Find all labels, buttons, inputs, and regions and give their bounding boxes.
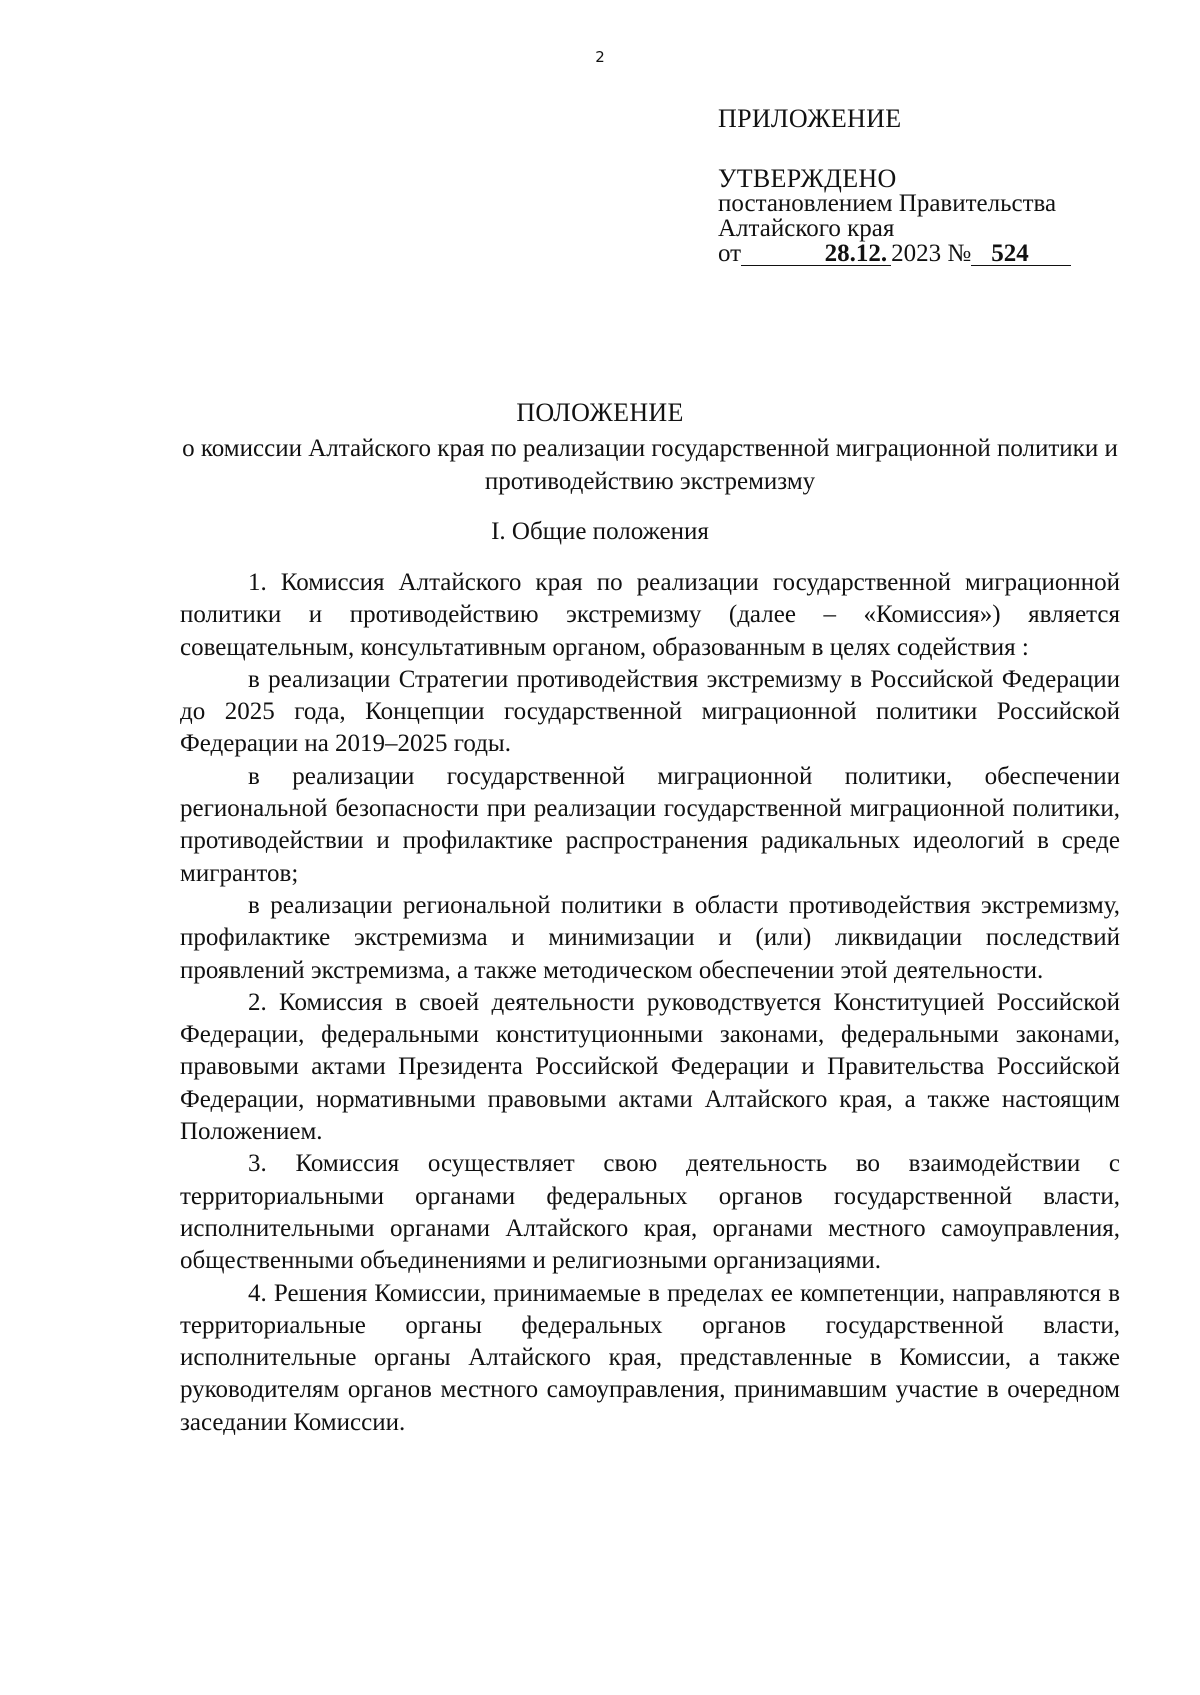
decree-year: 2023 № bbox=[891, 240, 972, 267]
decree-date-line bbox=[718, 241, 1071, 266]
paragraph: 4. Решения Комиссии, принимаемые в пределах ее компетенции, направляются в территориальные органы федеральных органов государственной власти, исполнительные органы Алтайского края, представленные в Комиссии, а также руководителям органов местного самоуправления, принимавшим участие в очередном заседании Комиссии. bbox=[180, 1279, 1120, 1436]
decree-number: 524 bbox=[971, 243, 1071, 266]
paragraph: 3. Комиссия осуществляет свою деятельность во взаимодействии с территориальными органами федеральных органов государственной власти, исполнительными органами Алтайского края, органами местного самоуправления, общественными объединениями и религиозными организациями. bbox=[180, 1150, 1120, 1275]
approved-by-line-2: Алтайского края bbox=[718, 215, 895, 242]
body-text bbox=[180, 567, 1120, 1439]
date-prefix: от bbox=[718, 240, 742, 267]
page-number: 2 bbox=[595, 48, 605, 66]
paragraph: в реализации государственной миграционной политики, обеспечении региональной безопасности при реализации государственной миграционной политики, противодействии и профилактике распространения радикальных идеологий в среде мигрантов; bbox=[180, 762, 1120, 887]
document-subtitle: о комиссии Алтайского края по реализации государственной миграционной политики и противодействию экстремизму bbox=[182, 435, 1118, 495]
paragraph: 2. Комиссия в своей деятельности руководствуется Конституцией Российской Федерации, федеральными конституционными законами, федеральными законами, правовыми актами Президента Российской Федерации и Правительства Российской Федерации, нормативными правовыми актами Алтайского края, а также настоящим Положением. bbox=[180, 988, 1120, 1146]
paragraph: в реализации Стратегии противодействия экстремизму в Российской Федерации до 2025 года, Концепции государственной миграционной политики Российской Федерации на 2019–2025 годы. bbox=[180, 665, 1120, 758]
approved-label: УТВЕРЖДЕНО bbox=[718, 164, 897, 193]
approved-by-line-1: постановлением Правительства bbox=[718, 190, 1057, 217]
paragraph: в реализации региональной политики в области противодействия экстремизму, профилактике экстремизма и минимизации и (или) ликвидации последствий проявлений экстремизма, а также методическом обеспечении этой деятельности. bbox=[180, 891, 1120, 984]
annex-label: ПРИЛОЖЕНИЕ bbox=[718, 104, 902, 133]
document-title: ПОЛОЖЕНИЕ bbox=[516, 398, 684, 427]
paragraph: 1. Комиссия Алтайского края по реализации государственной миграционной политики и противодействию экстремизму (далее – «Комиссия») является совещательным, консультативным органом, образованным в целях содействия : bbox=[180, 569, 1120, 661]
decree-date: 28.12. bbox=[741, 243, 891, 266]
section-title: I. Общие положения bbox=[491, 518, 709, 545]
approval-block bbox=[718, 166, 1071, 266]
